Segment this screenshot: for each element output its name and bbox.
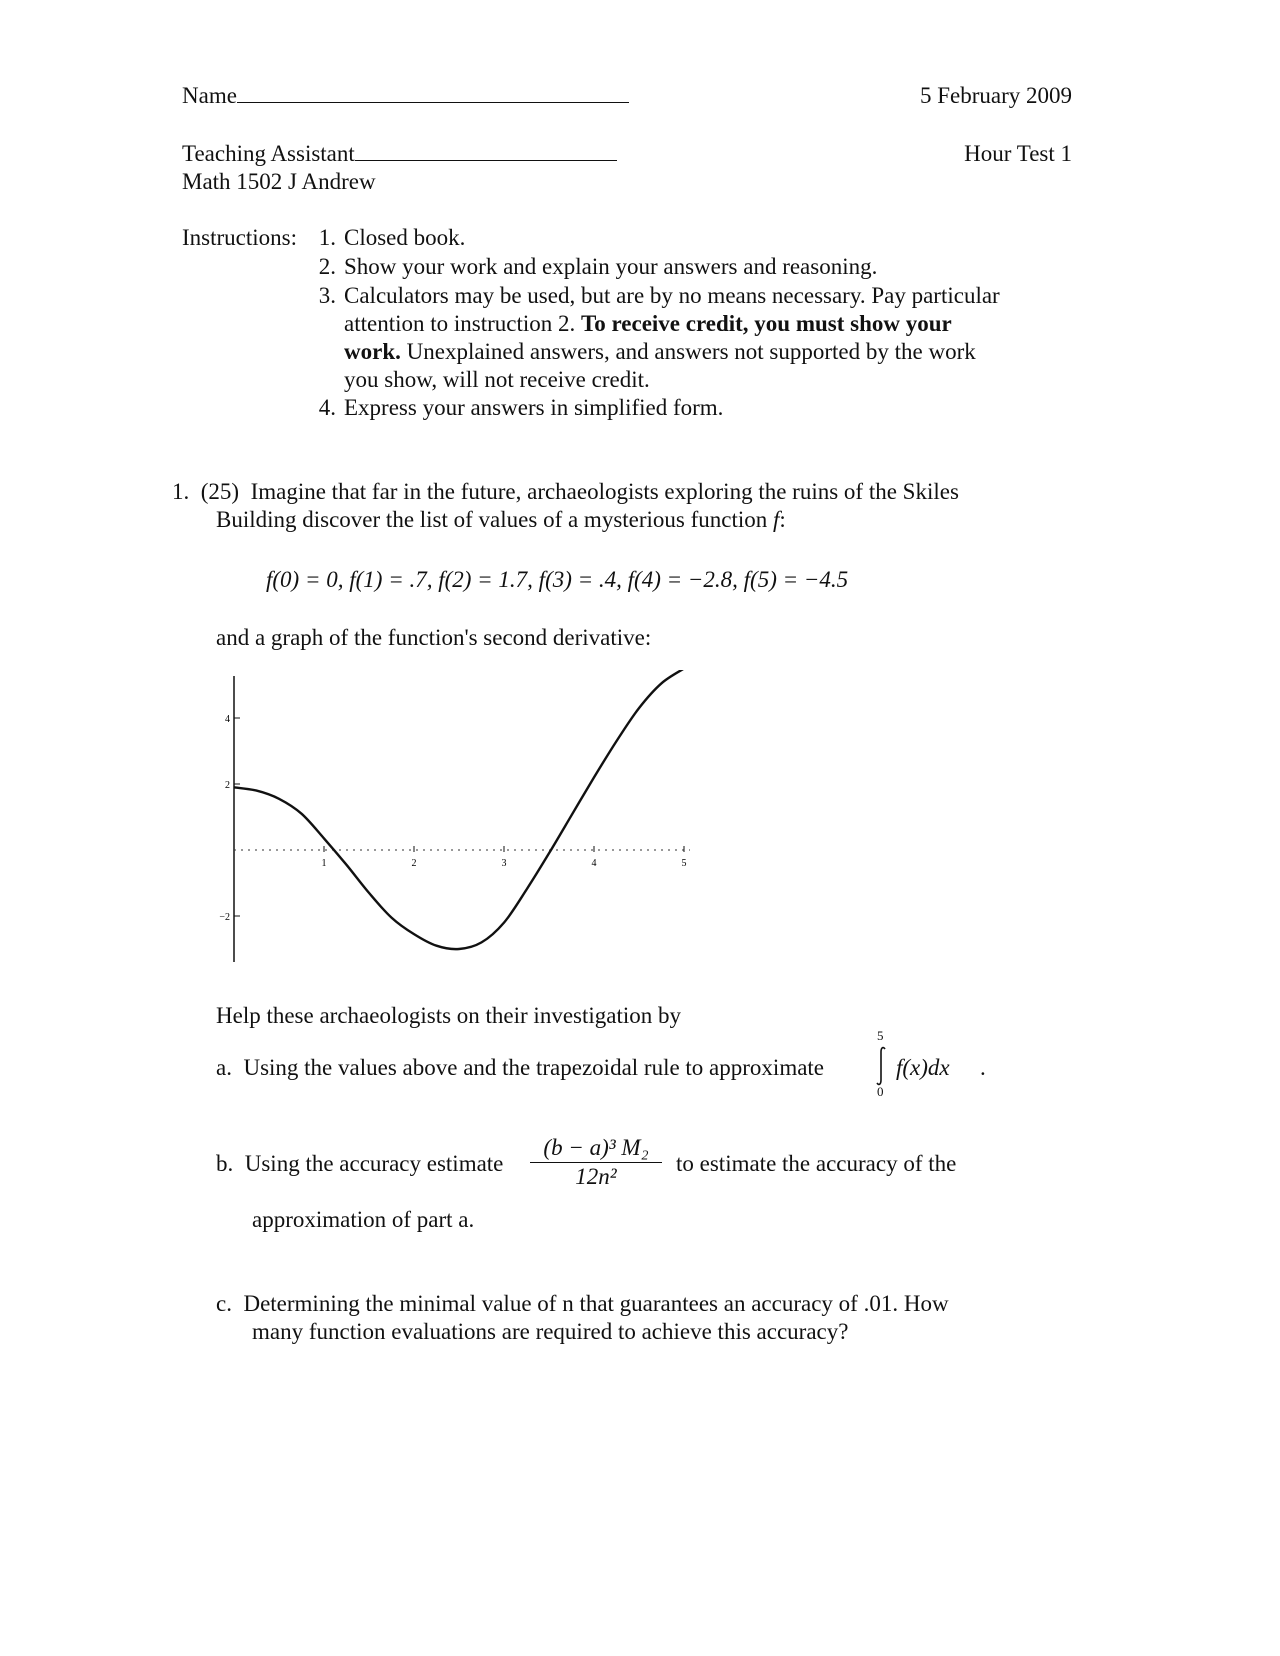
y-tick-label: −2 bbox=[219, 912, 230, 923]
y-tick-label: 2 bbox=[225, 780, 230, 791]
problem-1-line1: 1. (25) Imagine that far in the future, archaeologists exploring the ruins of the Skiles bbox=[172, 479, 959, 504]
date: 5 February 2009 bbox=[919, 83, 1072, 108]
ta-label: Teaching Assistant bbox=[182, 141, 355, 166]
instructions-label: Instructions: bbox=[182, 225, 297, 250]
ta-line bbox=[182, 140, 617, 168]
y-tick-label: 4 bbox=[225, 714, 230, 725]
fraction-denominator: 12n² bbox=[575, 1164, 617, 1189]
instruction-3-line3: work. Unexplained answers, and answers not supported by the work bbox=[344, 339, 976, 364]
part-a: a. Using the values above and the trapezoidal rule to approximate bbox=[216, 1055, 825, 1080]
x-tick-label: 4 bbox=[591, 858, 597, 869]
x-tick-label: 1 bbox=[321, 858, 327, 869]
part-a-end: . bbox=[980, 1055, 986, 1080]
x-tick-label: 3 bbox=[501, 858, 507, 869]
part-b: b. Using the accuracy estimate bbox=[216, 1151, 504, 1176]
test-title: Hour Test 1 bbox=[964, 141, 1072, 166]
part-c-line2: many function evaluations are required to achieve this accuracy? bbox=[252, 1319, 849, 1344]
instruction-1: 1. Closed book. bbox=[318, 225, 466, 250]
name-label: Name bbox=[182, 83, 237, 108]
series-line bbox=[234, 670, 684, 949]
ta-blank[interactable] bbox=[355, 140, 617, 161]
instruction-3-line2: attention to instruction 2. To receive credit, you must show your bbox=[344, 311, 952, 336]
x-tick-label: 2 bbox=[411, 858, 417, 869]
second-derivative-graph bbox=[200, 670, 700, 980]
problem-1-line2: Building discover the list of values of a mysterious function f: bbox=[216, 507, 786, 532]
help-line: Help these archaeologists on their investigation by bbox=[216, 1003, 681, 1028]
fraction-numerator: (b − a)³ M₂ bbox=[530, 1134, 662, 1163]
part-c: c. Determining the minimal value of n that guarantees an accuracy of .01. How bbox=[216, 1291, 949, 1316]
instruction-3: 3. Calculators may be used, but are by no means necessary. Pay particular bbox=[318, 283, 1000, 308]
name-line bbox=[182, 82, 629, 110]
function-values: f(0) = 0, f(1) = .7, f(2) = 1.7, f(3) = .4, f(4) = −2.8, f(5) = −4.5 bbox=[266, 567, 849, 592]
accuracy-fraction bbox=[530, 1134, 662, 1191]
graph-intro: and a graph of the function's second derivative: bbox=[216, 625, 652, 650]
part-b-text2: to estimate the accuracy of the bbox=[676, 1151, 957, 1176]
integral-sign: 5 0 bbox=[872, 1030, 892, 1100]
course-line: Math 1502 J Andrew bbox=[182, 169, 376, 194]
x-tick-label: 5 bbox=[681, 858, 687, 869]
integral-icon bbox=[874, 1046, 888, 1086]
instruction-4: 4. Express your answers in simplified form. bbox=[318, 395, 724, 420]
instruction-2: 2. Show your work and explain your answers and reasoning. bbox=[318, 254, 878, 279]
instruction-3-line4: you show, will not receive credit. bbox=[344, 367, 650, 392]
name-blank[interactable] bbox=[237, 82, 629, 103]
part-b-line2: approximation of part a. bbox=[252, 1207, 475, 1232]
integrand: f(x)dx bbox=[896, 1055, 950, 1080]
